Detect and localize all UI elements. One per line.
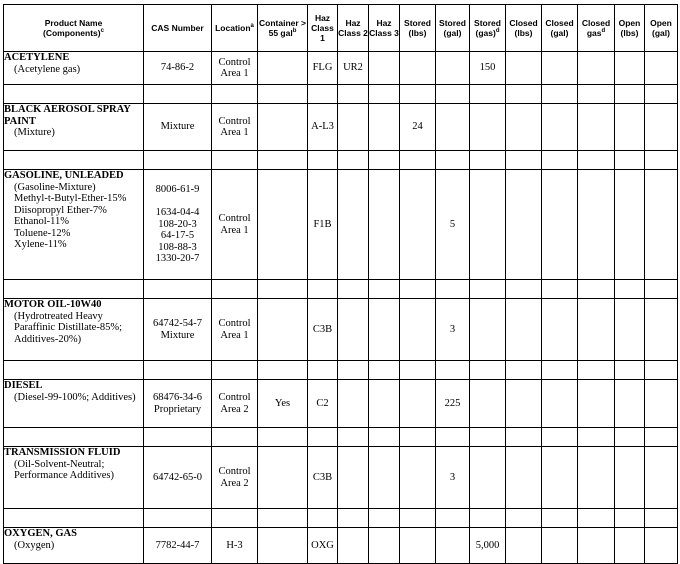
cas-number: Mixture [160,329,195,341]
product-component: Ethanol-11% [14,216,70,227]
spacer-cell [144,361,212,380]
container-cell [258,52,308,85]
stored-lbs-cell [400,52,436,85]
spacer-cell [470,509,506,528]
product-name: ACETYLENE [4,52,70,63]
cas-number: 68476-34-6 [153,392,202,403]
spacer-cell [506,85,542,104]
spacer-cell [308,151,338,170]
spacer-cell [542,509,578,528]
location-cell: Control Area 1 [212,52,258,85]
spacer-cell [436,361,470,380]
spacer-cell [144,509,212,528]
cas-number: 64742-65-0 [153,471,202,483]
spacer-cell [369,151,400,170]
cas-number: 8006-61-9 [155,184,200,196]
spacer-cell [308,361,338,380]
cas-number: 108-20-3 [158,218,197,230]
table-row [4,528,678,564]
spacer-cell [4,85,144,104]
empty-cell [542,299,578,361]
spacer-cell [144,280,212,299]
location-cell: H-3 [212,528,258,564]
container-cell: Yes [258,380,308,428]
spacer-cell [212,361,258,380]
spacer-cell [369,509,400,528]
stored-gal-cell: 225 [436,380,470,428]
empty-cell [615,52,645,85]
haz-class-3-cell [369,447,400,509]
stored-gas-cell: 5,000 [470,528,506,564]
spacer-cell [338,85,369,104]
haz-class-3-cell [369,528,400,564]
spacer-cell [506,361,542,380]
product-name-cell [4,299,144,361]
spacer-cell [144,151,212,170]
spacer-cell [338,151,369,170]
header-closed-gas: Closed gas$^d$ [578,5,615,52]
empty-cell [506,104,542,151]
spacer-cell [506,280,542,299]
spacer-cell [258,509,308,528]
empty-cell [645,528,678,564]
empty-cell [542,170,578,280]
cas-number-cell [144,380,212,428]
cas-number-cell [144,104,212,151]
empty-cell [615,104,645,151]
haz-class-3-cell [369,52,400,85]
header-open-gal: Open (gal) [645,5,678,52]
spacer-cell [4,428,144,447]
haz-class-1-cell: FLG [308,52,338,85]
cas-number-cell [144,299,212,361]
haz-class-2-cell: UR2 [338,52,369,85]
haz-class-3-cell [369,104,400,151]
container-cell [258,447,308,509]
spacer-cell [369,85,400,104]
empty-cell [542,528,578,564]
spacer-cell [338,428,369,447]
spacer-cell [212,428,258,447]
stored-gas-cell [470,104,506,151]
spacer-cell [144,428,212,447]
spacer-cell [258,428,308,447]
location-cell: Control Area 1 [212,104,258,151]
spacer-row [4,509,678,528]
empty-cell [506,52,542,85]
product-name: MOTOR OIL-10W40 [4,299,102,310]
spacer-row [4,85,678,104]
container-cell [258,170,308,280]
spacer-cell [615,280,645,299]
spacer-cell [4,151,144,170]
spacer-cell [436,509,470,528]
product-name: OXYGEN, GAS [4,528,77,539]
stored-lbs-cell [400,380,436,428]
spacer-cell [542,280,578,299]
product-component: (Acetylene gas) [14,63,81,75]
cas-number: 74-86-2 [160,62,195,74]
spacer-cell [645,361,678,380]
header-stored-gal: Stored (gal) [436,5,470,52]
product-component: Diisopropyl Ether-7% [14,204,107,216]
haz-class-3-cell [369,170,400,280]
spacer-cell [258,85,308,104]
spacer-cell [578,361,615,380]
spacer-cell [400,280,436,299]
empty-cell [506,170,542,280]
haz-class-2-cell [338,380,369,428]
product-component: (Gasoline-Mixture) [14,181,96,193]
spacer-cell [258,361,308,380]
haz-class-1-cell: C3B [308,447,338,509]
empty-cell [506,299,542,361]
product-name: TRANSMISSION FLUID [4,447,121,458]
haz-class-1-cell: C3B [308,299,338,361]
spacer-cell [258,151,308,170]
spacer-row [4,361,678,380]
product-name-cell [4,528,144,564]
spacer-cell [615,509,645,528]
haz-class-1-cell: F1B [308,170,338,280]
table-row [4,299,678,361]
spacer-cell [4,361,144,380]
spacer-cell [212,85,258,104]
spacer-cell [542,428,578,447]
product-component: (Hydrotreated Heavy Paraffinic Distillate-85%; Additives-20%) [14,310,122,345]
stored-gas-cell [470,170,506,280]
product-component: (Mixture) [14,127,55,138]
stored-lbs-cell [400,447,436,509]
spacer-cell [4,280,144,299]
spacer-cell [470,361,506,380]
spacer-cell [212,509,258,528]
empty-cell [645,380,678,428]
stored-gal-cell: 5 [436,170,470,280]
spacer-cell [436,151,470,170]
header-product-name: Product Name (Components)$^c$ [4,5,144,52]
product-name-cell [4,380,144,428]
empty-cell [506,447,542,509]
header-stored-lbs: Stored (lbs) [400,5,436,52]
product-name-cell [4,104,144,151]
cas-number: 64742-54-7 [153,318,202,329]
inventory-body [4,52,678,564]
spacer-cell [400,361,436,380]
container-cell [258,528,308,564]
spacer-row [4,280,678,299]
empty-cell [506,528,542,564]
spacer-cell [400,85,436,104]
haz-class-1-cell: A-L3 [308,104,338,151]
location-cell: Control Area 2 [212,447,258,509]
empty-cell [578,447,615,509]
spacer-cell [645,509,678,528]
header-cas-number: CAS Number [144,5,212,52]
stored-gal-cell [436,528,470,564]
cas-number: 7782-44-7 [155,539,200,551]
empty-cell [645,447,678,509]
header-container: Container > 55 gal$^b$ [258,5,308,52]
stored-lbs-cell: 24 [400,104,436,151]
empty-cell [615,447,645,509]
spacer-cell [578,151,615,170]
haz-class-3-cell [369,380,400,428]
empty-cell [578,528,615,564]
spacer-row [4,428,678,447]
haz-class-1-cell: C2 [308,380,338,428]
product-component: (Oxygen) [14,539,55,551]
empty-cell [578,52,615,85]
product-component: Xylene-11% [14,239,67,250]
cas-number-cell [144,528,212,564]
spacer-cell [400,151,436,170]
spacer-cell [436,428,470,447]
spacer-cell [615,428,645,447]
spacer-cell [542,361,578,380]
header-row [4,5,678,52]
empty-cell [615,380,645,428]
empty-cell [578,380,615,428]
cas-number: Proprietary [153,403,202,415]
spacer-cell [542,151,578,170]
spacer-cell [578,509,615,528]
spacer-cell [400,509,436,528]
stored-gal-cell: 3 [436,447,470,509]
product-component: Toluene-12% [14,227,71,239]
empty-cell [645,104,678,151]
hazmat-inventory-table [3,4,678,564]
haz-class-1-cell: OXG [308,528,338,564]
header-location: Location$^a$ [212,5,258,52]
table-row [4,52,678,85]
product-name: GASOLINE, UNLEADED [4,170,124,181]
empty-cell [615,528,645,564]
spacer-cell [645,85,678,104]
product-name: BLACK AEROSOL SPRAY PAINT [4,104,131,127]
spacer-cell [369,361,400,380]
product-name-cell [4,170,144,280]
table-row [4,380,678,428]
table-row [4,104,678,151]
product-component: (Oil-Solvent-Neutral; Performance Additives) [14,458,115,481]
spacer-cell [506,151,542,170]
stored-lbs-cell [400,528,436,564]
haz-class-2-cell [338,299,369,361]
spacer-cell [578,280,615,299]
haz-class-3-cell [369,299,400,361]
spacer-cell [542,85,578,104]
stored-gas-cell [470,299,506,361]
cas-number: 64-17-5 [160,230,195,242]
spacer-cell [436,85,470,104]
cas-number: 1634-04-4 [155,207,200,219]
spacer-cell [212,280,258,299]
spacer-cell [506,509,542,528]
stored-gas-cell: 150 [470,52,506,85]
table-row [4,170,678,280]
stored-gal-cell: 3 [436,299,470,361]
spacer-cell [645,280,678,299]
spacer-cell [470,85,506,104]
spacer-row [4,151,678,170]
stored-lbs-cell [400,170,436,280]
stored-gas-cell [470,447,506,509]
spacer-cell [4,509,144,528]
empty-cell [542,447,578,509]
spacer-cell [470,151,506,170]
haz-class-2-cell [338,447,369,509]
header-stored-gas: Stored (gas)$^d$ [470,5,506,52]
empty-cell [506,380,542,428]
cas-number: 1330-20-7 [155,253,200,265]
empty-cell [542,52,578,85]
spacer-cell [338,280,369,299]
haz-class-2-cell [338,528,369,564]
cas-number [144,196,211,208]
empty-cell [578,299,615,361]
spacer-cell [144,85,212,104]
cas-number: Mixture [160,121,195,133]
haz-class-2-cell [338,170,369,280]
empty-cell [645,170,678,280]
empty-cell [578,170,615,280]
stored-lbs-cell [400,299,436,361]
spacer-cell [470,428,506,447]
spacer-cell [308,428,338,447]
empty-cell [578,104,615,151]
spacer-cell [615,151,645,170]
cas-number-cell [144,170,212,280]
table-row [4,447,678,509]
spacer-cell [645,151,678,170]
location-cell: Control Area 2 [212,380,258,428]
cas-number: 108-88-3 [158,241,197,253]
spacer-cell [308,509,338,528]
spacer-cell [436,280,470,299]
product-component: Methyl-t-Butyl-Ether-15% [14,193,127,204]
spacer-cell [338,509,369,528]
spacer-cell [258,280,308,299]
spacer-cell [400,428,436,447]
spacer-cell [308,280,338,299]
empty-cell [542,380,578,428]
cas-number-cell [144,447,212,509]
product-component: (Diesel-99-100%; Additives) [14,391,136,403]
empty-cell [542,104,578,151]
spacer-cell [578,85,615,104]
location-cell: Control Area 1 [212,299,258,361]
spacer-cell [470,280,506,299]
stored-gal-cell [436,52,470,85]
location-cell: Control Area 1 [212,170,258,280]
product-name-cell [4,447,144,509]
spacer-cell [615,361,645,380]
container-cell [258,299,308,361]
empty-cell [645,299,678,361]
spacer-cell [338,361,369,380]
header-open-lbs: Open (lbs) [615,5,645,52]
haz-class-2-cell [338,104,369,151]
spacer-cell [506,428,542,447]
spacer-cell [212,151,258,170]
cas-number-cell [144,52,212,85]
header-closed-gal: Closed (gal) [542,5,578,52]
spacer-cell [369,280,400,299]
spacer-cell [369,428,400,447]
spacer-cell [645,428,678,447]
stored-gal-cell [436,104,470,151]
spacer-cell [578,428,615,447]
stored-gas-cell [470,380,506,428]
header-haz-class-3: Haz Class 3 [369,5,400,52]
header-haz-class-1: Haz Class 1 [308,5,338,52]
header-closed-lbs: Closed (lbs) [506,5,542,52]
empty-cell [615,299,645,361]
spacer-cell [308,85,338,104]
empty-cell [645,52,678,85]
container-cell [258,104,308,151]
product-name-cell [4,52,144,85]
spacer-cell [615,85,645,104]
empty-cell [615,170,645,280]
header-haz-class-2: Haz Class 2 [338,5,369,52]
product-name: DIESEL [4,380,43,391]
